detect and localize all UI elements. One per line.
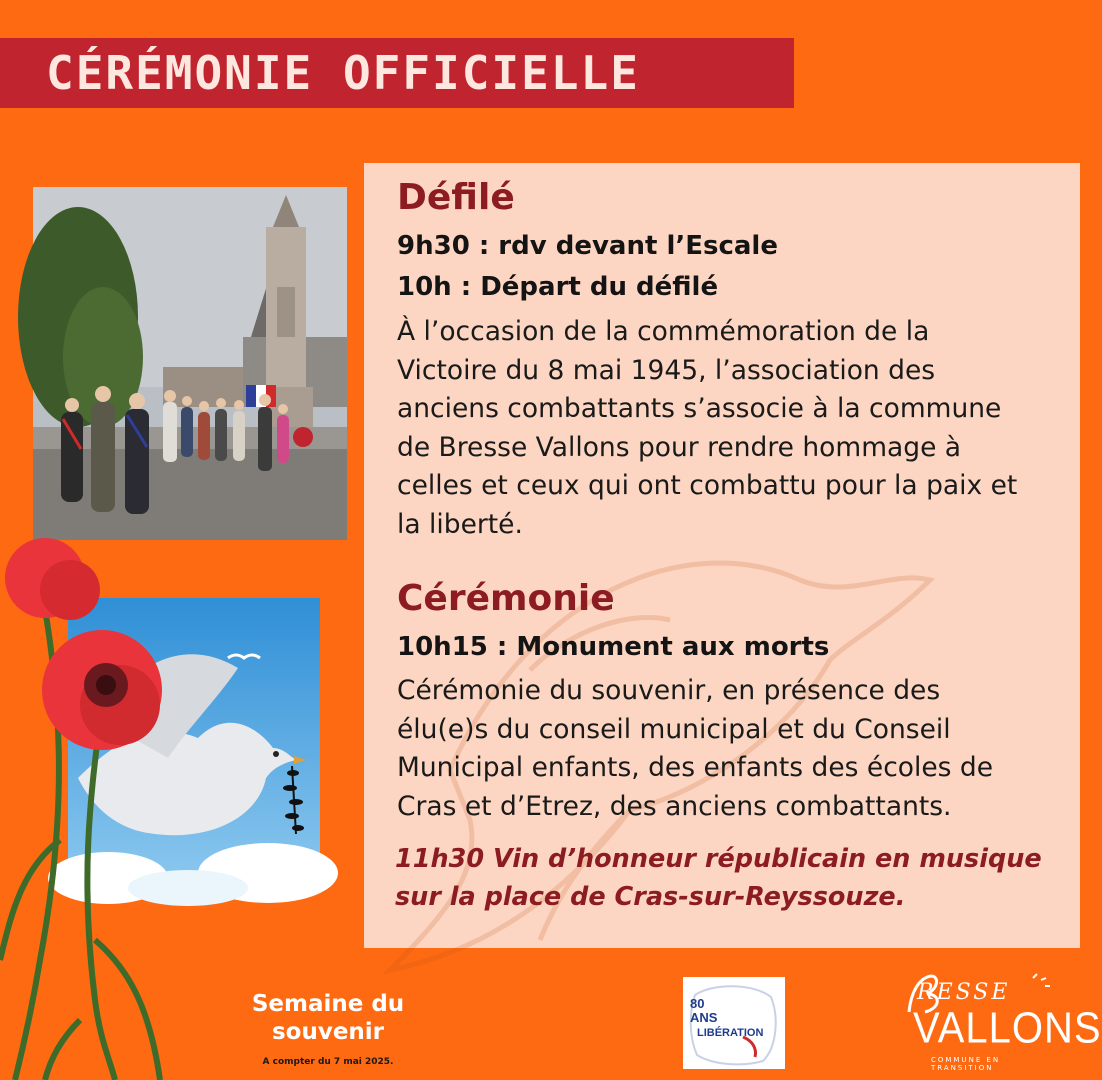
liberation-number: 80 bbox=[690, 996, 705, 1011]
bresse-vallons-logo bbox=[905, 972, 1102, 1072]
paragraph-line: celles et ceux qui ont combattu pour la paix et bbox=[397, 470, 1018, 501]
paragraph-line: élu(e)s du conseil municipal et du Conseil bbox=[397, 713, 951, 745]
event-date: A compter du 7 mai 2025. bbox=[262, 1057, 394, 1067]
vin-honneur-highlight bbox=[395, 840, 1042, 916]
brand-main-text: VALLONS bbox=[913, 1004, 1102, 1053]
brand-top-text: RESSE bbox=[917, 980, 1011, 1005]
brand-tagline: COMMUNE EN TRANSITION bbox=[931, 1056, 1001, 1072]
defile-departure-time: 10h : Départ du défilé bbox=[397, 272, 719, 302]
paragraph-line: Cras et d’Etrez, des anciens combattants. bbox=[397, 790, 952, 822]
paragraph-line: À l’occasion de la commémoration de la bbox=[397, 316, 930, 347]
defile-rdv-time: 9h30 : rdv devant l’Escale bbox=[397, 231, 778, 261]
liberation-ans: ANS bbox=[690, 1010, 718, 1025]
highlight-line: sur la place de Cras-sur-Reyssouze. bbox=[395, 882, 906, 912]
section-title-defile: Défilé bbox=[397, 177, 515, 218]
liberation-word: LIBÉRATION bbox=[697, 1027, 764, 1039]
event-title-line: souvenir bbox=[271, 1019, 385, 1045]
page-title: CÉRÉMONIE OFFICIELLE bbox=[46, 46, 640, 100]
paragraph-line: Municipal enfants, des enfants des écoles de bbox=[397, 752, 994, 783]
section-title-ceremonie: Cérémonie bbox=[397, 578, 615, 619]
ceremonie-monument-time: 10h15 : Monument aux morts bbox=[397, 632, 830, 662]
poppy-flowers-icon bbox=[0, 540, 200, 1080]
monument-photo bbox=[33, 187, 347, 540]
liberation-80-text bbox=[690, 997, 717, 1025]
ceremonie-paragraph bbox=[397, 672, 1067, 826]
paragraph-line: anciens combattants s’associe à la commune bbox=[397, 393, 1002, 424]
paragraph-line: Victoire du 8 mai 1945, l’association des bbox=[397, 354, 936, 386]
defile-paragraph bbox=[397, 313, 1067, 544]
liberation-80-logo bbox=[683, 977, 785, 1069]
paragraph-line: de Bresse Vallons pour rendre hommage à bbox=[397, 431, 962, 463]
paragraph-line: Cérémonie du souvenir, en présence des bbox=[397, 675, 941, 706]
highlight-line: 11h30 Vin d’honneur républicain en musique bbox=[395, 844, 1042, 874]
event-title-line: Semaine du bbox=[251, 991, 405, 1017]
paragraph-line: la liberté. bbox=[397, 508, 523, 540]
event-title bbox=[238, 990, 418, 1046]
